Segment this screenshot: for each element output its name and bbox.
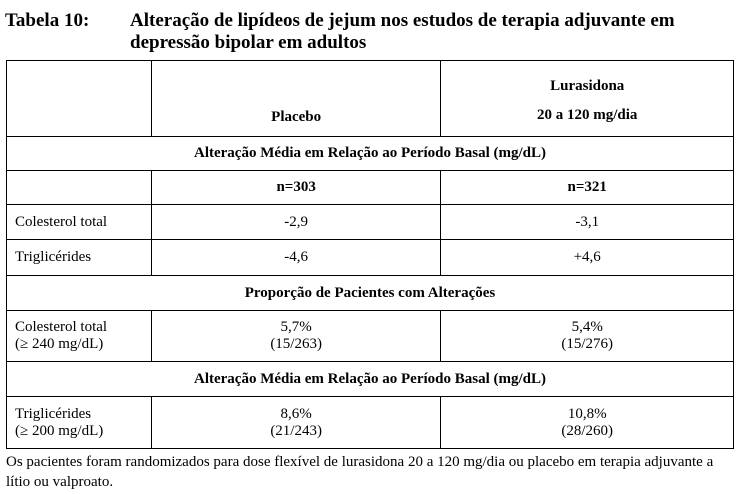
cell-lurasidona-count: (28/260) — [561, 422, 614, 439]
header-placebo — [151, 61, 441, 137]
lipid-table — [6, 60, 734, 449]
header-lurasidona — [441, 61, 734, 137]
cell-placebo: -2,9 — [151, 205, 441, 240]
cell-lurasidona-percent: 5,4% — [571, 319, 603, 335]
cell-placebo: -4,6 — [151, 240, 441, 276]
section-row-2 — [7, 276, 734, 311]
section-header-3: Alteração Média em Relação ao Período Basal (mg/dL) — [7, 362, 734, 397]
cell-lurasidona-count: (15/276) — [561, 336, 614, 352]
n-row — [7, 171, 734, 205]
section-row-1 — [7, 137, 734, 171]
cell-lurasidona — [441, 397, 734, 449]
cell-placebo-count: (15/263) — [270, 336, 322, 352]
row-label-line-2: (≥ 240 mg/dL) — [15, 336, 104, 352]
footnote: Os pacientes foram randomizados para dose flexível de lurasidona 20 a 120 mg/dia ou placebo em terapia adjuvante a lítio ou valproato. — [6, 454, 714, 490]
cell-lurasidona: -3,1 — [441, 205, 734, 240]
cell-placebo-percent: 5,7% — [280, 319, 312, 335]
table-row — [7, 397, 734, 449]
header-row — [7, 61, 734, 137]
header-placebo-label: Placebo — [271, 109, 322, 125]
header-lurasidona-dose: 20 a 120 mg/dia — [536, 106, 638, 123]
n-lurasidona: n=321 — [441, 171, 734, 205]
row-label — [7, 397, 152, 449]
cell-placebo — [151, 311, 441, 362]
table-row — [7, 240, 734, 276]
cell-placebo — [151, 397, 441, 449]
table-row — [7, 311, 734, 362]
row-label — [7, 311, 152, 362]
cell-placebo-count: (21/243) — [270, 422, 322, 439]
row-label: Triglicérides — [7, 240, 152, 276]
cell-lurasidona — [441, 311, 734, 362]
section-row-3 — [7, 362, 734, 397]
header-lurasidona-label: Lurasidona — [550, 77, 625, 94]
section-header-1: Alteração Média em Relação ao Período Basal (mg/dL) — [7, 137, 734, 171]
row-label: Colesterol total — [7, 205, 152, 240]
table-row — [7, 205, 734, 240]
cell-placebo-percent: 8,6% — [280, 405, 312, 422]
n-placebo: n=303 — [151, 171, 441, 205]
cell-lurasidona-percent: 10,8% — [567, 405, 607, 422]
row-label-line-1: Colesterol total — [15, 319, 108, 335]
section-header-2: Proporção de Pacientes com Alterações — [7, 276, 734, 311]
row-label-line-2: (≥ 200 mg/dL) — [15, 422, 104, 439]
header-empty-cell — [7, 61, 152, 137]
table-number: Tabela 10: — [5, 10, 90, 31]
table-caption: Alteração de lipídeos de jejum nos estudos de terapia adjuvante em depressão bipolar em adultos — [130, 10, 675, 53]
row-label-line-1: Triglicérides — [15, 405, 92, 422]
n-empty-cell — [7, 171, 152, 205]
cell-lurasidona: +4,6 — [441, 240, 734, 276]
